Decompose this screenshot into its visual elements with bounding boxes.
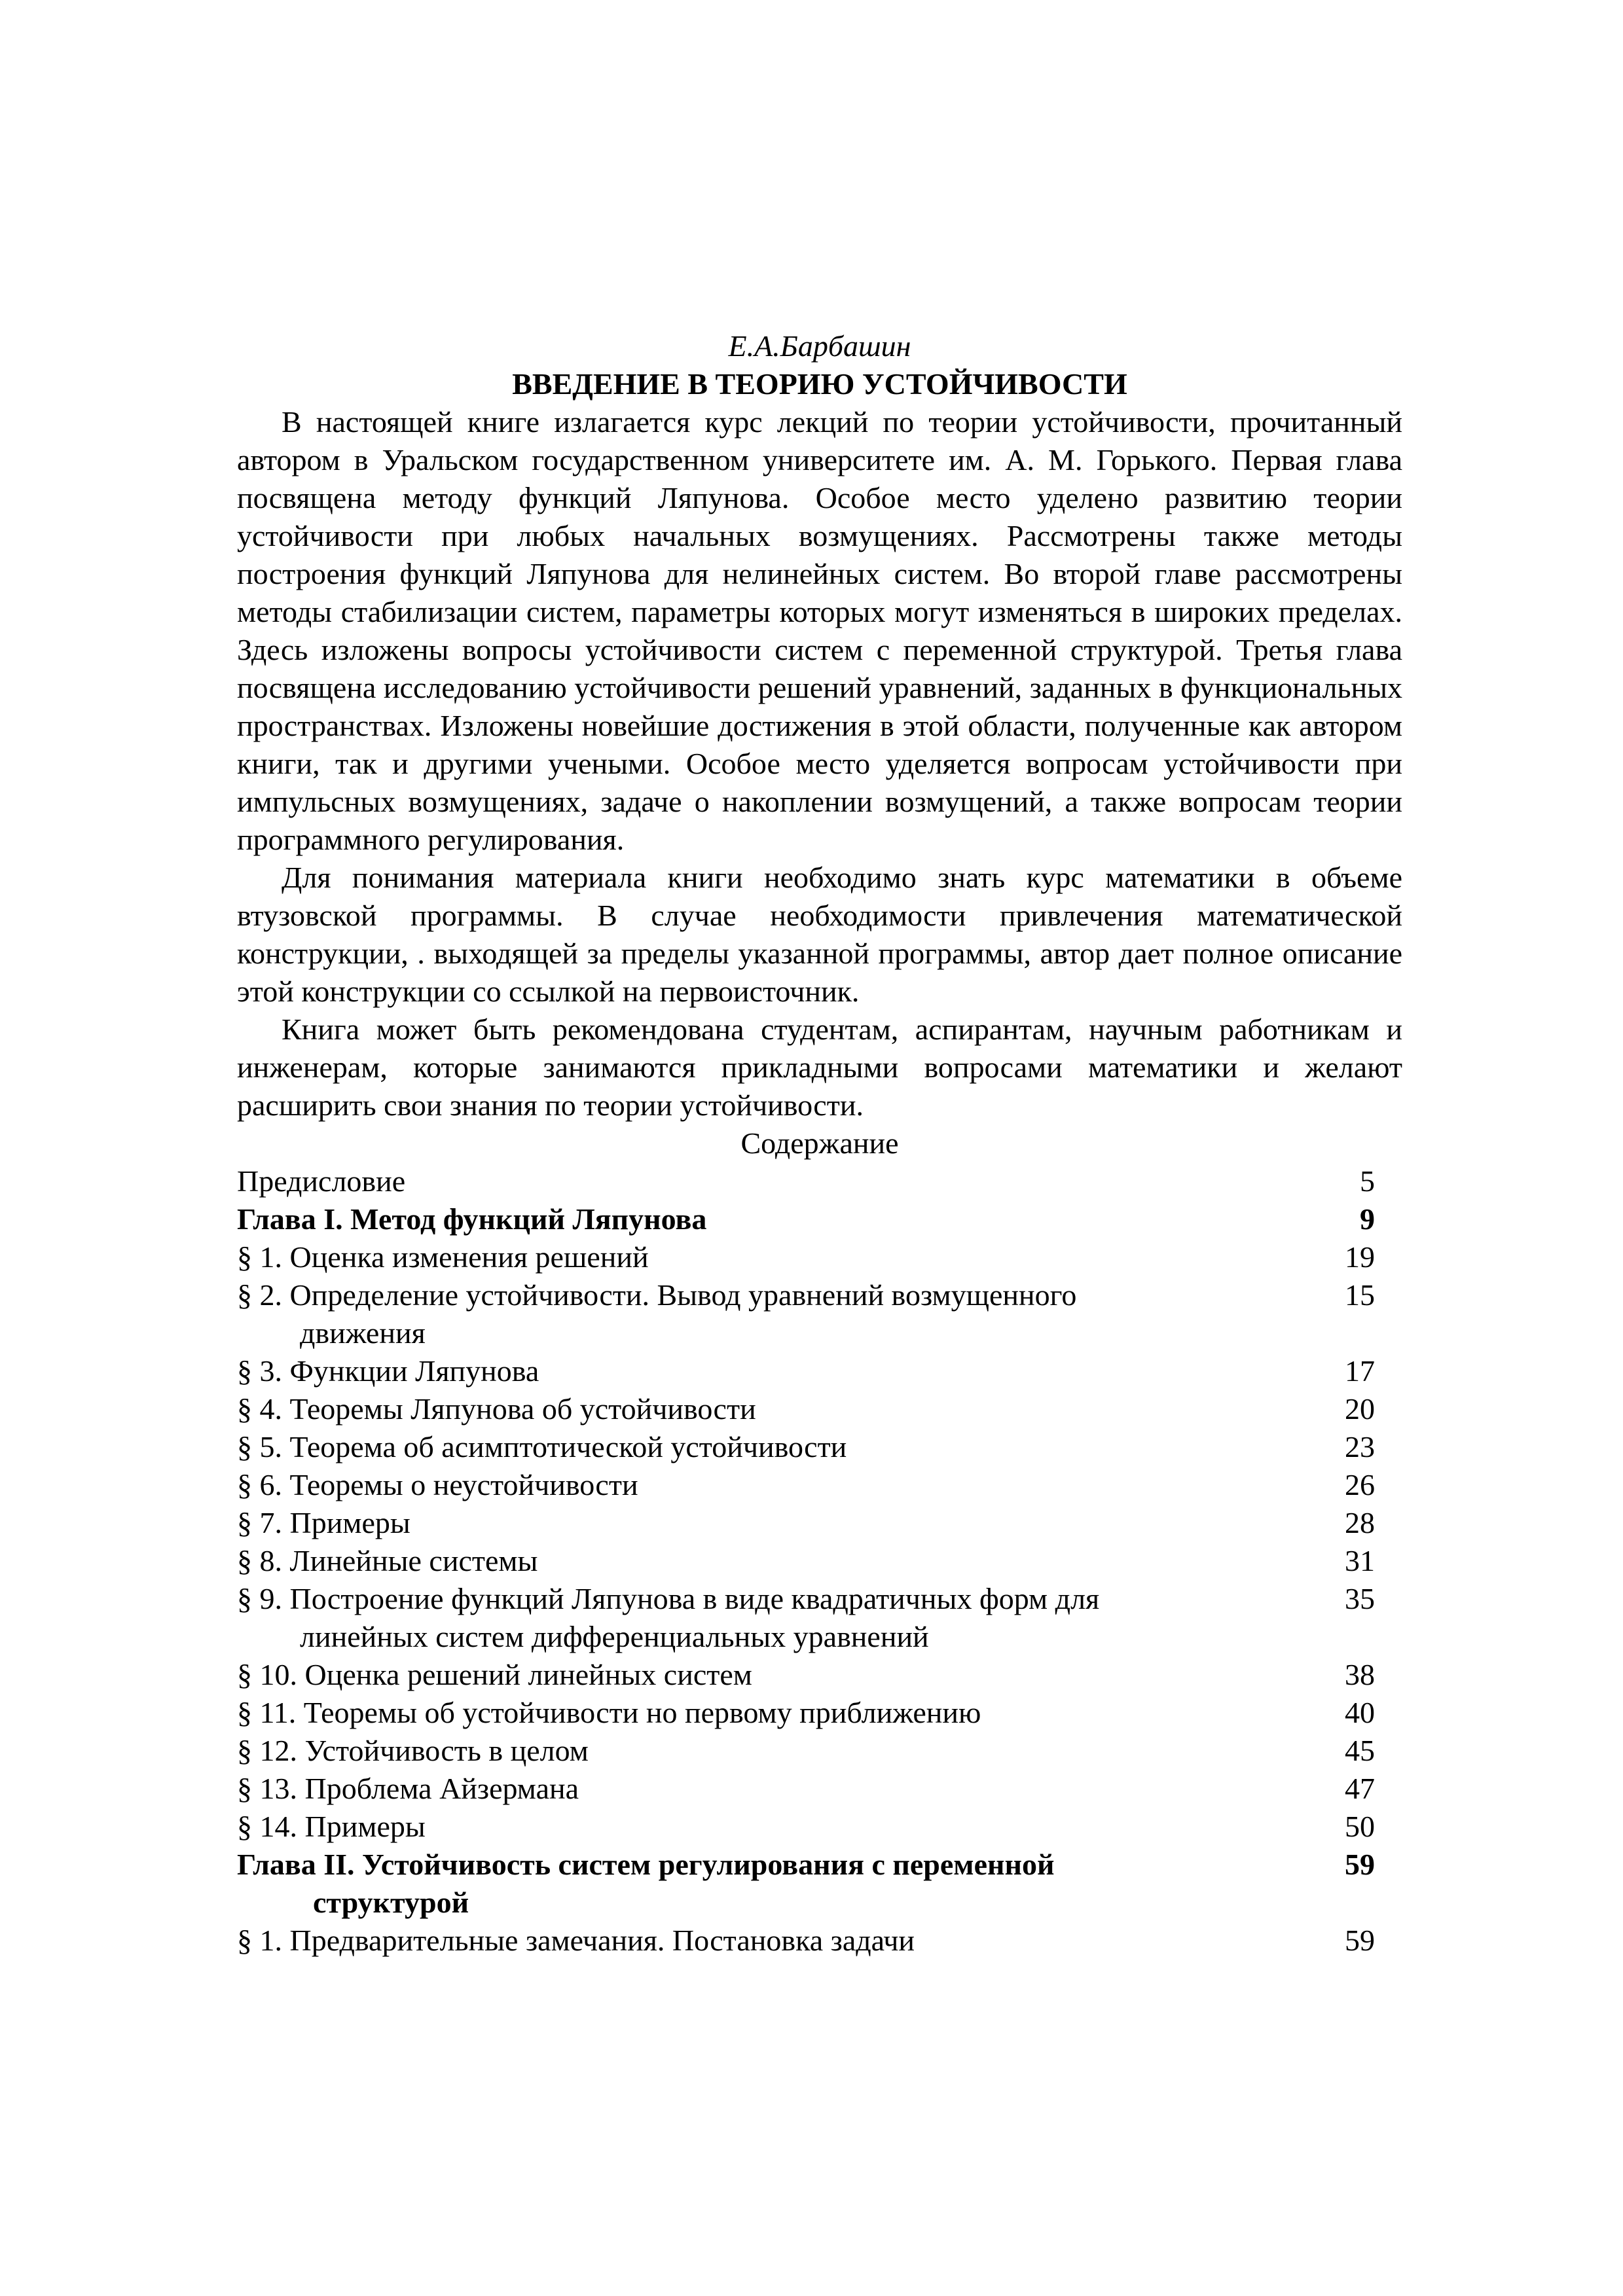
toc-entry-page: 26	[1345, 1468, 1375, 1501]
document-page	[237, 327, 1402, 1960]
toc-entry-page: 35	[1345, 1582, 1375, 1615]
toc-entry	[237, 1732, 1402, 1770]
toc-entry-page: 31	[1345, 1544, 1375, 1577]
toc-entry-page: 23	[1345, 1430, 1375, 1463]
toc-entry-chapter-1	[237, 1200, 1402, 1238]
toc-entry-line2: линейных систем дифференциальных уравнений	[300, 1620, 929, 1653]
toc-entry-line2: движения	[300, 1316, 426, 1350]
toc-entry-label: § 11. Теоремы об устойчивости но первому приближению	[237, 1696, 981, 1729]
toc-entry-preface	[237, 1162, 1402, 1200]
toc-entry	[237, 1238, 1402, 1276]
toc-entry-label: § 14. Примеры	[237, 1810, 426, 1843]
toc-entry	[237, 1808, 1402, 1846]
toc-entry-line1: § 2. Определение устойчивости. Вывод уравнений возмущенного	[237, 1278, 1077, 1312]
toc-entry-line2: структурой	[313, 1886, 469, 1919]
intro-paragraph-1: В настоящей книге излагается курс лекций по теории устойчивости, прочитанный автором в Уральском государственном университете им. А. М. Горького. Первая глава посвящена методу функций Ляпунова. Особое место уделено развитию теории устойчивости при любых начальных возмущениях. Рассмотрены также методы построения функций Ляпунова для нелинейных систем. Во второй главе рассмотрены методы стабилизации систем, параметры которых могут изменяться в широких пределах. Здесь изложены вопросы устойчивости систем с переменной структурой. Третья глава посвящена исследованию устойчивости решений уравнений, заданных в функциональных пространствах. Изложены новейшие достижения в этой области, полученные как автором книги, так и другими учеными. Особое место уделяется вопросам устойчивости при импульсных возмущениях, задаче о накоплении возмущений, а также вопросам теории программного регулирования.	[237, 405, 1402, 856]
table-of-contents	[237, 1162, 1402, 1960]
intro-paragraph-3: Книга может быть рекомендована студентам, аспирантам, научным работникам и инженерам, которые занимаются прикладными вопросами математики и желают расширить свои знания по теории устойчивости.	[237, 1013, 1402, 1122]
toc-entry-line1: § 9. Построение функций Ляпунова в виде квадратичных форм для	[237, 1582, 1100, 1615]
toc-entry-label: § 6. Теоремы о неустойчивости	[237, 1468, 638, 1501]
toc-entry-page: 15	[1345, 1278, 1375, 1312]
toc-entry	[237, 1428, 1402, 1466]
contents-heading: Содержание	[740, 1126, 899, 1160]
toc-entry	[237, 1466, 1402, 1504]
toc-entry-label: § 13. Проблема Айзермана	[237, 1772, 579, 1805]
toc-entry-label: § 12. Устойчивость в целом	[237, 1734, 589, 1767]
toc-entry	[237, 1770, 1402, 1808]
intro-paragraph-2: Для понимания материала книги необходимо знать курс математики в объеме втузовской программы. В случае необходимости привлечения математической конструкции, . выходящей за пределы указанной программы, автор дает полное описание этой конструкции со ссылкой на первоисточник.	[237, 861, 1402, 1008]
toc-entry-label: § 1. Предварительные замечания. Постановка задачи	[237, 1924, 915, 1957]
toc-entry-label: § 7. Примеры	[237, 1506, 410, 1539]
toc-entry-line1: Глава II. Устойчивость систем регулирования с переменной	[237, 1848, 1055, 1881]
toc-entry	[237, 1656, 1402, 1694]
toc-entry-label	[237, 1580, 1316, 1656]
toc-entry	[237, 1504, 1402, 1542]
author-name: Е.А.Барбашин	[728, 329, 911, 363]
toc-entry-page: 50	[1345, 1810, 1375, 1843]
toc-entry-page: 28	[1345, 1506, 1375, 1539]
toc-entry-page: 45	[1345, 1734, 1375, 1767]
toc-entry-label: § 3. Функции Ляпунова	[237, 1354, 539, 1388]
toc-entry-label: § 8. Линейные системы	[237, 1544, 538, 1577]
toc-entry-label: Предисловие	[237, 1164, 406, 1198]
toc-entry-label: § 4. Теоремы Ляпунова об устойчивости	[237, 1392, 756, 1426]
toc-entry-page: 20	[1345, 1392, 1375, 1426]
toc-entry-label: § 10. Оценка решений линейных систем	[237, 1658, 752, 1691]
toc-entry	[237, 1580, 1402, 1656]
toc-entry-page: 5	[1360, 1164, 1375, 1198]
toc-entry-page: 38	[1345, 1658, 1375, 1691]
toc-entry-label	[237, 1846, 1316, 1922]
toc-entry-page: 17	[1345, 1354, 1375, 1388]
toc-entry-page: 47	[1345, 1772, 1375, 1805]
toc-entry-page: 9	[1360, 1202, 1375, 1236]
toc-entry-page: 59	[1345, 1848, 1375, 1881]
toc-entry-label: § 1. Оценка изменения решений	[237, 1240, 649, 1274]
toc-entry-label	[237, 1276, 1316, 1352]
toc-entry	[237, 1390, 1402, 1428]
toc-entry-label: Глава I. Метод функций Ляпунова	[237, 1202, 707, 1236]
toc-entry-page: 19	[1345, 1240, 1375, 1274]
toc-entry-chapter-2	[237, 1846, 1402, 1922]
book-title: ВВЕДЕНИЕ В ТЕОРИЮ УСТОЙЧИВОСТИ	[512, 367, 1127, 401]
toc-entry	[237, 1352, 1402, 1390]
toc-entry-label: § 5. Теорема об асимптотической устойчивости	[237, 1430, 847, 1463]
toc-entry-page: 40	[1345, 1696, 1375, 1729]
toc-entry	[237, 1922, 1402, 1960]
toc-entry	[237, 1542, 1402, 1580]
toc-entry	[237, 1276, 1402, 1352]
toc-entry-page: 59	[1345, 1924, 1375, 1957]
toc-entry	[237, 1694, 1402, 1732]
